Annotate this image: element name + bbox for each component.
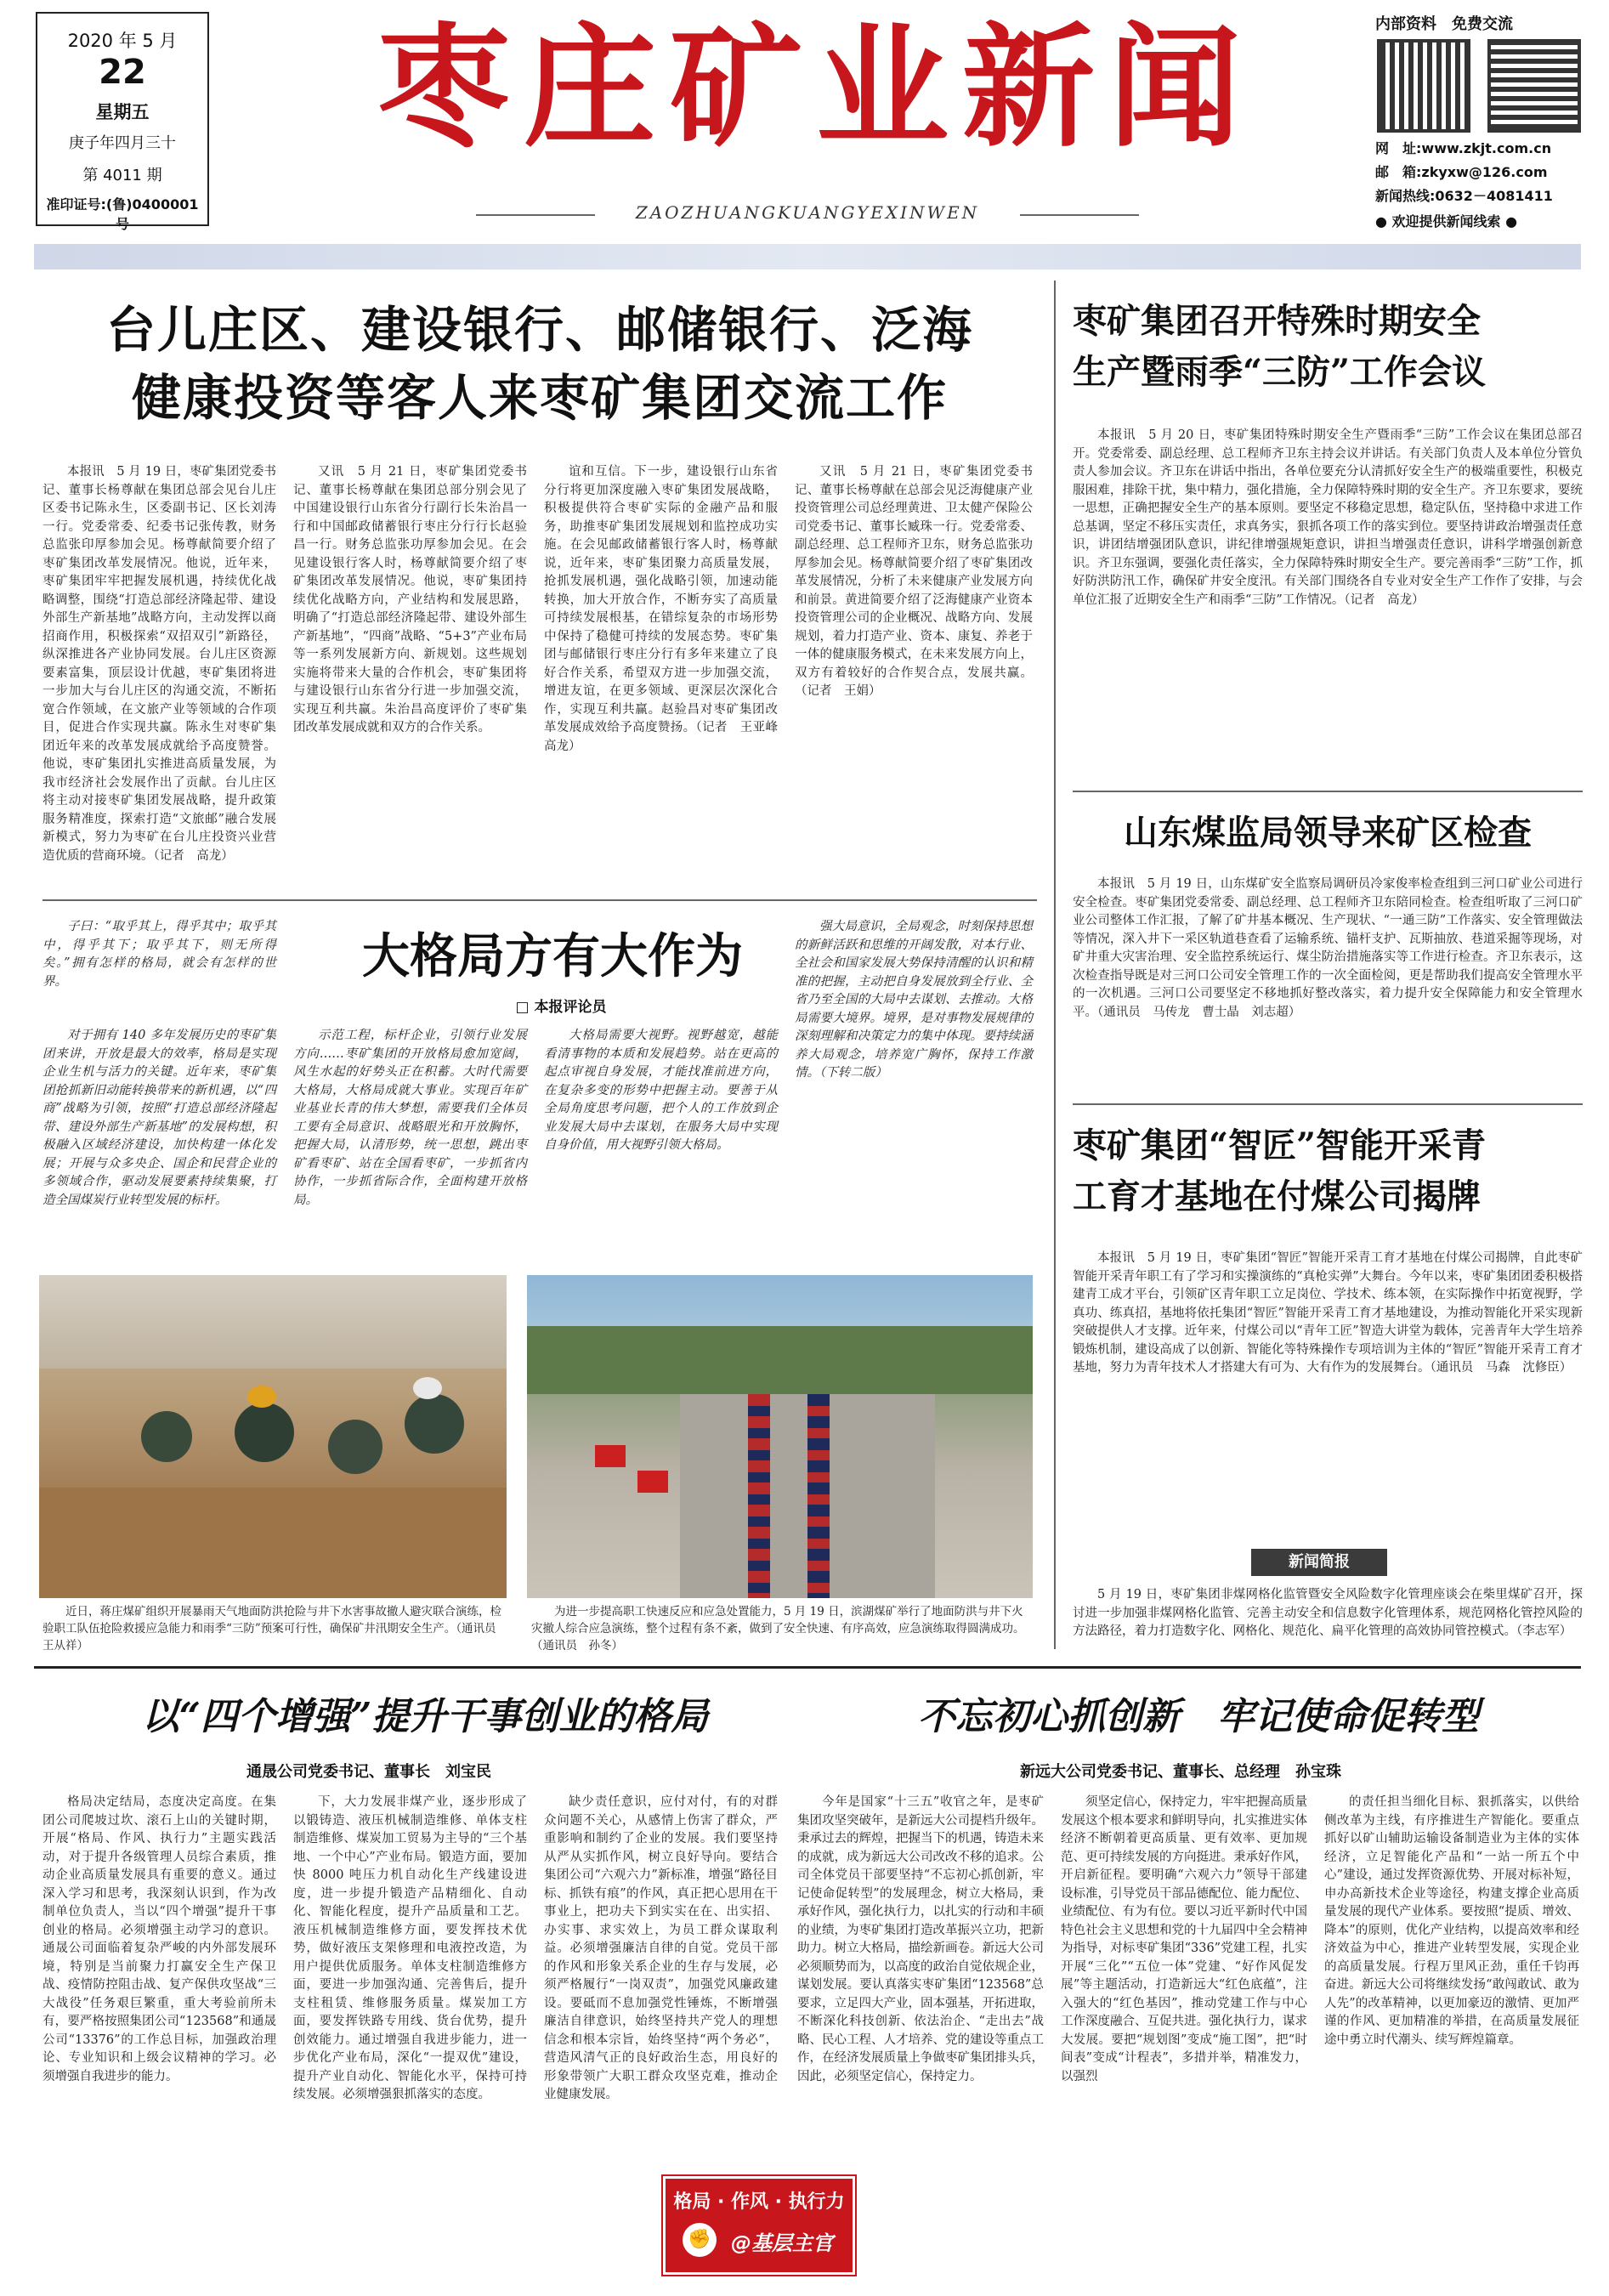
hotline-row [1375, 185, 1605, 205]
bottom-right-byline: 新远大公司党委书记、董事长、总经理 孙宝珠 [1020, 1763, 1341, 1781]
stamp-fist-icon: ✊ [683, 2223, 717, 2257]
photo-right-flag [637, 1471, 668, 1493]
masthead [0, 0, 1609, 238]
bottom-right-column-3 [1324, 1794, 1579, 2287]
date-box [36, 12, 209, 232]
internal-note: 内部资料 免费交流 [1375, 15, 1513, 33]
bottom-left-text-2: 下，大力发展非煤产业，逐步形成了以锻铸造、液压机械制造维修、单体支柱制造维修、煤炭加工贸易为主导的“三个基地、一个中心”产业布局。锻造方面，要加快 8000 吨压力机自动化生产线建设进度，进一步提升锻造产品精细化、自动化、智能化程度，提升产品质量和工艺。液压机械制造维修方面，要发挥技术优势，做好液压支架修理和电液控改造，为用户提供优质服务。单体支柱制造维修方面，要进一步加强沟通、完善售后，提升支柱租赁、维修服务质量。煤炭加工方面，要发挥铁路专用线、货台优势，提升创效能力。通过增强自我进步能力，进一步优化产业布局，深化“一提双优”建设，提升产业自动化、智能化水平，保持可持续发展。必须增强狠抓落实的态度。 [293, 1795, 527, 2101]
title-pinyin: ZAOZHUANGKUANGYEXINWEN [635, 202, 980, 223]
side-article-3-headline-line2: 工育才基地在付煤公司揭牌 [1073, 1176, 1481, 1216]
editorial-byline [476, 995, 646, 1016]
side-rule-1 [1073, 791, 1583, 792]
lead-text-4: 又讯 5 月 21 日，枣矿集团党委书记、董事长杨尊献在总部会见泛海健康产业投资管理公司总经理黄进、卫太健产保险公司党委书记、董事长臧珠一行。党委常委、副总经理、总工程师齐卫东，财务总监张功厚参加会见。杨尊献简要介绍了枣矿集团改革发展情况，分析了未来健康产业发展方向和前景。黄进简要介绍了泛海健康产业资本投资管理公司的企业概况、战略方向、发展规划，着力打造产业、资本、康复、养老于一体的健康服务模式，在未来发展方向上，双方有着较好的合作契合点，发展共赢。（记者 王娟） [795, 465, 1033, 698]
lead-column-2 [293, 463, 527, 888]
editorial-column-3 [544, 1027, 778, 1256]
side-rule-2 [1073, 1103, 1583, 1105]
side-article-2-headline: 山东煤监局领导来矿区检查 [1124, 813, 1532, 853]
bottom-right-text-3: 的责任担当细化目标、狠抓落实，以供给侧改革为主线，有序推进生产智能化。要重点抓好以矿山辅助运输设备制造业为主体的实体经济，立足智能化产品和“一站一所五个中心”建设，通过发挥资源优势、开展对标补短，申办高新技术企业等途径，构建支撑企业高质量发展的现代产业体系。要按照“提质、增效、降本”的原则，优化产业结构，以提高效率和经济效益为中心，推进产业转型发展，实现企业的高质量发展。行程万里风正劲，重任千钧再奋进。新远大公司将继续发扬“敢闯敢试、敢为人先”的改革精神，以更加豪迈的激情、更加严谨的作风、更加精准的举措，在高质量发展征途中勇立时代潮头、续写辉煌篇章。 [1324, 1795, 1579, 2047]
editorial-column-4 [795, 918, 1033, 1256]
editorial-text-3: 大格局需要大视野。视野越宽，越能看清事物的本质和发展趋势。站在更高的起点审视自身发展，才能找准前进方向，在复杂多变的形势中把握主动。要善于从全局角度思考问题，把个人的工作放到企业发展大局中去谋划，在服务大局中实现自身价值，用大视野引领大格局。 [544, 1029, 778, 1152]
lead-headline-line2: 健康投资等客人来枣矿集团交流工作 [131, 369, 948, 427]
main-column-divider [1054, 281, 1056, 1649]
photo-drill-left [39, 1275, 507, 1598]
photo-left-credit: （通讯员 王从祥） [42, 1622, 508, 1653]
editorial-text-2: 示范工程，标杆企业，引领行业发展方向……枣矿集团的开放格局愈加宽阔，风生水起的好势头正在积蓄。大时代需要大格局，大格局成就大事业。实现百年矿业基业长青的伟大梦想，需要我们全体员工要有全局意识、战略眼光和开放胸怀，把握大局，认清形势，统一思想，跳出枣矿看枣矿、站在全国看枣矿，一步抓省内协作，一步抓省际合作，全面构建开放格局。 [293, 1029, 527, 1207]
bottom-left-byline: 通晟公司党委书记、董事长 刘宝民 [246, 1763, 491, 1781]
photo-right-credit: （通讯员 孙冬） [531, 1639, 623, 1653]
photo-left-helmet [413, 1377, 442, 1399]
lead-text-3: 谊和互信。下一步，建设银行山东省分行将更加深度融入枣矿集团发展战略，积极提供符合枣矿实际的金融产品和服务，助推枣矿集团发展规划和监控成功实施。在会见邮政储蓄银行客人时，杨尊献说，近年来，枣矿集团聚力高质量发展，抢抓发展机遇，强化战略引领，加速动能转换，加大开放合作，不断夯实了高质量可持续发展根基，在错综复杂的市场形势中保持了稳健可持续的发展态势。枣矿集团与邮储银行枣庄分行有多年来建立了良好合作关系，希望双方进一步加强交流，增进友谊，在更多领域、更深层次深化合作，实现互利共赢。赵验昌对枣矿集团改革发展成效给予高度赞扬。（记者 王亚峰 高龙） [544, 465, 790, 753]
photo-left-caption [42, 1603, 510, 1654]
lead-bottom-rule [42, 899, 1037, 901]
masthead-band [34, 244, 1581, 269]
bottom-right-headline: 不忘初心抓创新 牢记使命促转型 [918, 1695, 1479, 1738]
side-article-1-headline-line1: 枣矿集团召开特殊时期安全 [1073, 301, 1481, 341]
email-label: 邮 箱 [1375, 164, 1417, 180]
photo-right-column [748, 1394, 770, 1598]
lead-column-4 [795, 463, 1033, 888]
photo-left-helmet [247, 1386, 276, 1408]
brief-label: 新闻简报 [1251, 1549, 1387, 1576]
lead-text-1: 本报讯 5 月 19 日，枣矿集团党委书记、董事长杨尊献在集团总部会见台儿庄区委书记陈永生，区委副书记、区长刘涛一行。党委常委、纪委书记张传教，财务总监张印厚参加会见。杨尊献简要介绍了枣矿集团改革发展情况。他说，近年来，枣矿集团牢牢把握发展机遇，持续优化战略调整，围绕“打造总部经济隆起带、建设外部生产新基地”战略方向，主动发挥以商招商作用，积极探索“双招双引”新路径，纵深推进各产业协同发展。台儿庄区资源要素富集，顶层设计优越，枣矿集团将进一步加大与台儿庄区的沟通交流，不断拓宽合作领域，在文旅产业等领域的合作项目，促进合作实现共赢。陈永生对枣矿集团近年来的改革发展成就给予高度赞誉。他说，枣矿集团扎实推进高质量发展，为我市经济社会发展作出了贡献。台儿庄区将主动对接枣矿集团发展战略，提升政策服务精准度，探索打造“文旅邮”融合发展新模式，努力为枣矿在台儿庄投资兴业营造优质的营商环境。（记者 高龙） [42, 465, 276, 863]
permit-number: 准印证号:(鲁)0400001 号 [46, 196, 199, 232]
side-article-3-body [1073, 1250, 1583, 1535]
website-label: 网 址 [1375, 140, 1417, 156]
lead-headline-line1: 台儿庄区、建设银行、邮储银行、泛海 [105, 301, 973, 359]
hotline-label: 新闻热线: [1375, 188, 1436, 204]
newspaper-title: 枣庄矿业新闻 [377, 9, 1255, 165]
photo-left-soil [39, 1488, 507, 1598]
brief-text: 5 月 19 日，枣矿集团非煤网格化监管暨安全风险数字化管理座谈会在柴里煤矿召开，探讨进一步加强非煤网格化监管、完善主动安全和信息数字化管理体系，规范网格化管控风险的方法路径，着力打造数字化、网格化、规范化、扁平化管理的高效协同管控模式。 [1073, 1588, 1583, 1638]
campaign-stamp [663, 2176, 855, 2275]
editorial-headline: 大格局方有大作为 [362, 928, 743, 984]
photo-right-flag [595, 1445, 626, 1467]
stamp-line-1: 格局 · 作风 · 执行力 [673, 2191, 845, 2213]
website-row [1375, 138, 1605, 157]
pinyin-rule-right [1020, 214, 1139, 216]
photo-right-column [807, 1394, 830, 1598]
website-link[interactable]: :www.zkjt.com.cn [1416, 140, 1552, 156]
bottom-right-text-2: 须坚定信心，保持定力，牢牢把握高质量发展这个根本要求和鲜明导向，扎实推进实体经济不断朝着更高质量、更有效率、更加规范、更可持续发展的方向挺进。秉承好作风，开启新征程。要明确“六观六力”领导干部建设标准，引导党员干部品德配位、能力配位、业绩配位、有为有位。要以习近平新时代中国特色社会主义思想和党的十九届四中全会精神为指导，对标枣矿集团“336”党建工程，扎实开展“三化”“五位一体”党建、“好作风促发展”等主题活动，打造新远大“红色底蕴”，注入强大的“红色基因”，推动党建工作与中心工作深度融合、互促共进。强化执行力，谋求大发展。要把“规划图”变成“施工图”，把“时间表”变成“计程表”，多措并举，精准发力，以强烈 [1061, 1795, 1307, 2083]
bottom-left-text-1: 格局决定结局，态度决定高度。在集团公司爬坡过坎、滚石上山的关键时期，开展“格局、作风、执行力”主题实践活动，对于提升各级管理人员综合素质，推动企业高质量发展具有重要的意义。通过深入学习和思考，我深刻认识到，作为改制单位负责人，当以“四个增强”提升干事创业的格局。必须增强主动学习的意识。通晟公司面临着复杂严峻的内外部发展环境，特别是当前聚力打赢安全生产保卫战、疫情防控阻击战、复产保供攻坚战“三大战役”任务艰巨繁重，重大考验前所未有，要严格按照集团公司“123568”和通晟公司“13376”的工作总目标，加强政治理论、专业知识和上级会议精神的学习。必须增强自我进步的能力。 [42, 1795, 276, 2083]
editorial-intro-text: 子曰：“取乎其上，得乎其中；取乎其中，得乎其下；取乎其下，则无所得矣。”拥有怎样的格局，就会有怎样的世界。 [42, 920, 276, 989]
email-row [1375, 162, 1605, 181]
photo-right-caption-text: 为进一步提高职工快速反应和应急处置能力，5 月 19 日，滨湖煤矿举行了地面防洪与井下火灾撤人综合应急演练，整个过程有条不紊，做到了安全快速、有序高效，应急演练取得圆满成功。 [531, 1605, 1025, 1636]
stamp-line-2: @基层主官 [731, 2231, 833, 2255]
photo-left-worker [141, 1411, 192, 1462]
bottom-left-text-3: 缺少责任意识，应付对付，有的对群众问题不关心，从感情上伤害了群众，严重影响和制约了企业的发展。我们要坚持从严从实抓作风，树立良好导向。要结合集团公司“六观六力”新标准，增强“路径目标、抓铁有痕”的作风，真正把心思用在干事业上，把功夫下到实实在在、出实招、办实事、求实效上，为员工群众谋取利益。必须增强廉洁自律的自觉。党员干部的作风和形象关系企业的生存与发展，必须严格履行“一岗双责”，加强党风廉政建设。要砥而不息加强党性锤炼，不断增强廉洁自律意识，始终坚持共产党人的理想信念和根本宗旨，始终坚持“两个务必”，营造风清气正的良好政治生态，用良好的形象带领广大职工群众攻坚克难，推动企业健康发展。 [544, 1795, 778, 2101]
qr-code-right[interactable] [1487, 39, 1581, 133]
photo-right-trees [527, 1326, 1033, 1394]
side-article-2-text: 本报讯 5 月 19 日，山东煤矿安全监察局调研员冷家俊率检查组到三河口矿业公司进行安全检查。枣矿集团党委常委、副总经理、总工程师齐卫东陪同检查。检查组听取了三河口矿业公司整体工作汇报，了解了矿井基本概况、生产现状、“一通三防”工作落实、安全管理做法等情况，深入井下一采区轨道巷查看了运输系统、锚杆支护、瓦斯抽放、巷道采掘等现场，对矿井重大灾害治理、安全监控系统运行、煤尘防治措施落实等工作进行检查。齐卫东表示，这次检查指导既是对三河口公司安全管理工作的一次全面检阅，更是帮助我们提高安全管理水平的一次机遇。三河口公司要坚定不移地抓好整改落实，着力提升安全保障能力和安全管理水平。（通讯员 马传龙 曹士晶 刘志超） [1073, 877, 1583, 1019]
photo-left-worker [235, 1403, 294, 1462]
lunar-date: 庚子年四月三十 [69, 134, 176, 152]
side-article-1-headline-line2: 生产暨雨季“三防”工作会议 [1073, 352, 1487, 392]
lead-column-1 [42, 463, 276, 888]
lead-text-2: 又讯 5 月 21 日，枣矿集团党委书记、董事长杨尊献在集团总部分别会见了中国建设银行山东省分行副行长朱治昌一行和中国邮政储蓄银行枣庄分行行长赵验昌一行。财务总监张功厚参加会见。在会见建设银行客人时，杨尊献简要介绍了枣矿集团改革发展情况。他说，枣矿集团持续优化战略方向，产业结构和发展思路，明确了“打造总部经济隆起带、建设外部生产新基地”，“四商”战略、“5+3”产业布局等一系列发展新方向、新规划。这些规划实施将带来大量的合作机会，枣矿集团将与建设银行山东省分行进一步加强交流，实现互利共赢。朱治昌高度评价了枣矿集团改革发展成就和双方的合作关系。 [293, 465, 527, 734]
editorial-text-1: 对于拥有 140 多年发展历史的枣矿集团来讲，开放是最大的效率，格局是实现企业生机与活力的关键。近年来，枣矿集团抢抓新旧动能转换带来的新机遇，以“四商”战略为引领，按照“打造总部经济隆起带、建设外部生产新基地”的发展构想，积极融入区域经济建设，加快构建一体化发展；开展与众多央企、国企和民营企业的多领域合作，驱动发展要素持续集聚，打造全国煤炭行业转型发展的标杆。 [42, 1029, 276, 1207]
date-day: 22 [99, 53, 146, 92]
lead-column-3 [544, 463, 790, 888]
pinyin-rule-left [476, 214, 595, 216]
date-month: 2020 年 5 月 [67, 31, 178, 51]
issue-number: 第 4011 期 [82, 167, 162, 184]
editorial-intro [42, 918, 276, 1016]
bottom-left-column-1 [42, 1794, 276, 2287]
bottom-section-rule [34, 1666, 1581, 1669]
photo-right-caption [531, 1603, 1033, 1654]
brief-body [1073, 1586, 1583, 1654]
side-article-3-headline-line1: 枣矿集团“智匠”智能开采青 [1073, 1125, 1487, 1165]
bottom-right-text-1: 今年是国家“十三五”收官之年，是枣矿集团攻坚突破年，是新远大公司提档升级年。秉承过去的辉煌，把握当下的机遇，铸造未来的成就，成为新远大公司改改不移的追求。公司全体党员干部要坚持“不忘初心抓创新，牢记使命促转型”的发展理念，树立大格局，秉承好作风，强化执行力，以扎实的行动和丰硕的业绩，为枣矿集团打造改革振兴立功，把新助力。树立大格局，描绘新画卷。新远大公司必须顺势而为，以高度的政治自觉依规企业，谋划发展。要认真落实枣矿集团“123568”总要求，立足四大产业，固本强基，开拓进取，不断深化科技创新、依法治企、“走出去”战略、民心工程、人才培养、党的建设等重点工作，在经济发展质量上争做枣矿集团排头兵，因此，必须坚定信心，保持定力。 [797, 1795, 1044, 2083]
photo-drill-right [527, 1275, 1033, 1598]
editorial-column-1 [42, 1027, 276, 1256]
editorial-byline-text: 本报评论员 [534, 999, 607, 1016]
qr-code-left[interactable] [1377, 39, 1470, 133]
side-article-3-text: 本报讯 5 月 19 日，枣矿集团“智匠”智能开采青工育才基地在付煤公司揭牌，自此枣矿智能开采青年职工有了学习和实操演练的“真枪实弹”大舞台。今年以来，枣矿集团团委积极搭建青工成才平台，引领矿区青年职工立足岗位、学技术、练本领，在实际操作中拓宽视野，学真功、练真招，基地将依托集团“智匠”智能开采青工育才基地建设，为推动智能化开采实现新突破提供人才支撑。近年来，付煤公司以“青年工匠”智造大讲堂为载体，完善青年大学生培养锻炼机制，建设高成了以创新、智能化等特殊操作专项培训为主体的“智匠”智能开采青工育才基地，努力为青年技术人才搭建大有可为、大有作为的发展舞台。（通讯员 马森 沈修臣） [1073, 1251, 1583, 1375]
bottom-left-headline: 以“四个增强”提升干事创业的格局 [141, 1695, 709, 1738]
side-article-1-body [1073, 427, 1583, 784]
bottom-left-column-2 [293, 1794, 527, 2287]
editorial-column-2 [293, 1027, 527, 1256]
side-article-2-body [1073, 876, 1583, 1097]
editorial-text-4: 强大局意识，全局观念，时刻保持思想的新鲜活跃和思维的开阔发散，对本行业、全社会和国家发展大势保持清醒的认识和精准的把握，主动把自身发展放到全行业、全省乃至全国的大局中去谋划、去推动。大格局需要大境界。境界，是对事物发展规律的深刻理解和决策定力的集中体现。要持续涵养大局观念，培养宽广胸怀，保持工作激情。（下转二版） [795, 920, 1033, 1080]
photo-left-worker [328, 1420, 382, 1474]
byline-icon: □ [515, 999, 535, 1016]
side-article-1-text: 本报讯 5 月 20 日，枣矿集团特殊时期安全生产暨雨季“三防”工作会议在集团总部召开。党委常委、副总经理、总工程师齐卫东主持会议并讲话。有关部门负责人及本单位分管负责人参加会议。齐卫东在讲话中指出，各单位要充分认清抓好安全生产的极端重要性，积极克服困难，排除干扰，集中精力，强化措施，全力保障特殊时期的安全生产。齐卫东要求，要统一思想，正确把握安全生产的基本原则。要坚定不移稳定思想，稳定队伍，坚持稳中求进工作总基调，坚定不移压实责任，求真务实，狠抓各项工作的落实到位。要坚持讲政治增强责任意识，讲团结增强团队意识，讲纪律增强规矩意识，讲担当增强责任意识，讲科学增强创新意识。齐卫东强调，要强化责任落实，全力保障特殊时期安全生产。要完善雨季“三防”工作，抓好防洪防汛工作，确保矿井安全度汛。有关部门围绕各自专业对安全生产工作作了安排，与会单位汇报了近期安全生产和雨季“三防”工作情况。（记者 高龙） [1073, 428, 1583, 607]
photo-left-worker [405, 1394, 464, 1454]
email-link[interactable]: :zkyxw@126.com [1416, 164, 1548, 180]
welcome-note: ● 欢迎提供新闻线索 ● [1375, 213, 1518, 230]
bottom-right-column-2 [1061, 1794, 1307, 2287]
brief-credit: （李志军） [1516, 1624, 1572, 1638]
photo-left-caption-text: 近日，蒋庄煤矿组织开展暴雨天气地面防洪抢险与井下水害事故撤人避灾联合演练，检验职工队伍抢险救援应急能力和雨季“三防”预案可行性，确保矿井汛期安全生产。 [42, 1605, 501, 1636]
hotline-number: 0632－4081411 [1435, 188, 1553, 204]
photo-left-building [39, 1275, 507, 1369]
weekday: 星期五 [95, 102, 150, 122]
